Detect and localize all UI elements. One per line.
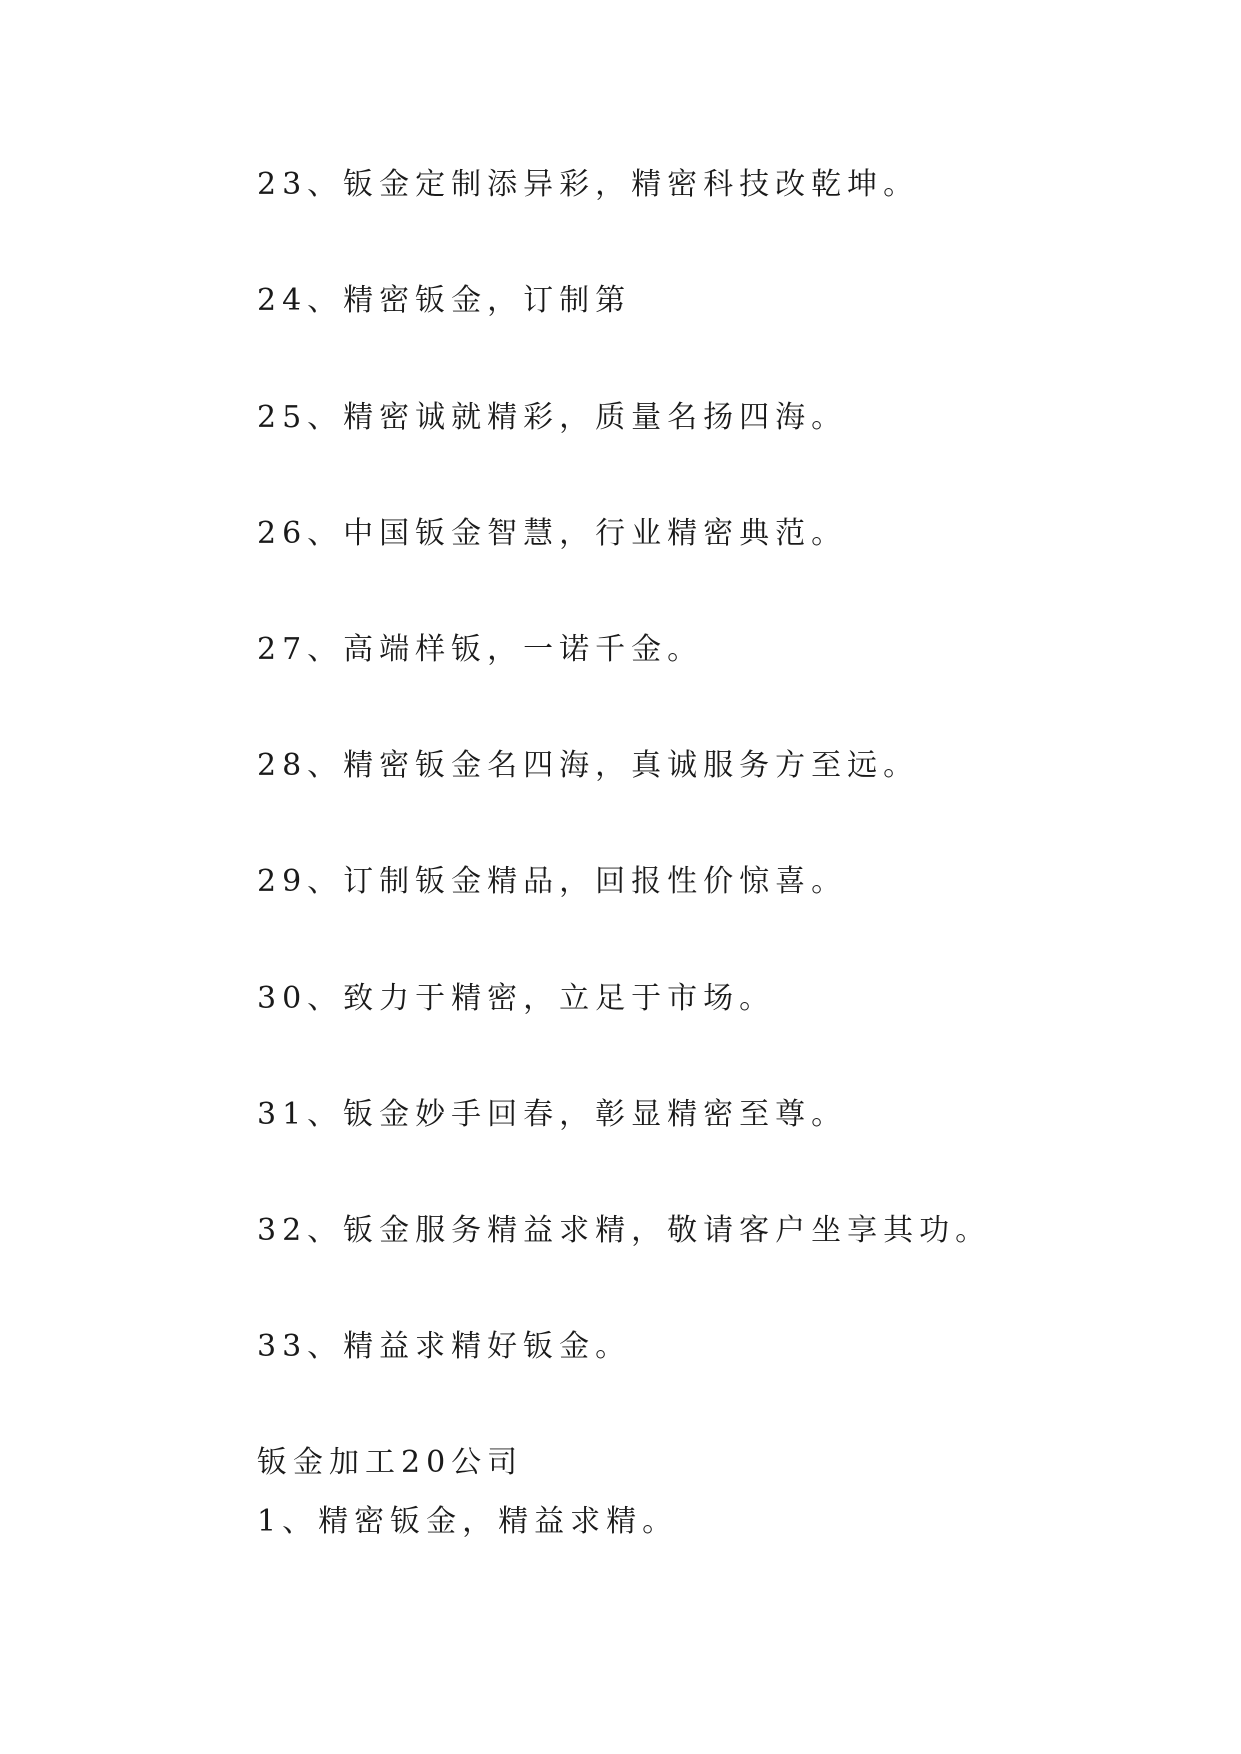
slogan-line-30: 30、致力于精密，立足于市场。 <box>257 981 776 1016</box>
section-line-1: 1、精密钣金，精益求精。 <box>257 1504 679 1539</box>
slogan-line-27: 27、高端样钣，一诺千金。 <box>257 632 704 667</box>
slogan-line-25: 25、精密诚就精彩，质量名扬四海。 <box>257 400 848 435</box>
slogan-line-26: 26、中国钣金智慧，行业精密典范。 <box>257 516 848 551</box>
slogan-line-29: 29、订制钣金精品，回报性价惊喜。 <box>257 864 848 899</box>
slogan-line-31: 31、钣金妙手回春，彰显精密至尊。 <box>257 1097 848 1132</box>
section-heading: 钣金加工20公司 <box>257 1445 524 1480</box>
slogan-line-23: 23、钣金定制添异彩，精密科技改乾坤。 <box>257 167 920 202</box>
slogan-line-32: 32、钣金服务精益求精，敬请客户坐享其功。 <box>257 1213 992 1248</box>
slogan-line-33: 33、精益求精好钣金。 <box>257 1329 632 1364</box>
slogan-line-24: 24、精密钣金，订制第 <box>257 283 632 318</box>
slogan-line-28: 28、精密钣金名四海，真诚服务方至远。 <box>257 748 920 783</box>
